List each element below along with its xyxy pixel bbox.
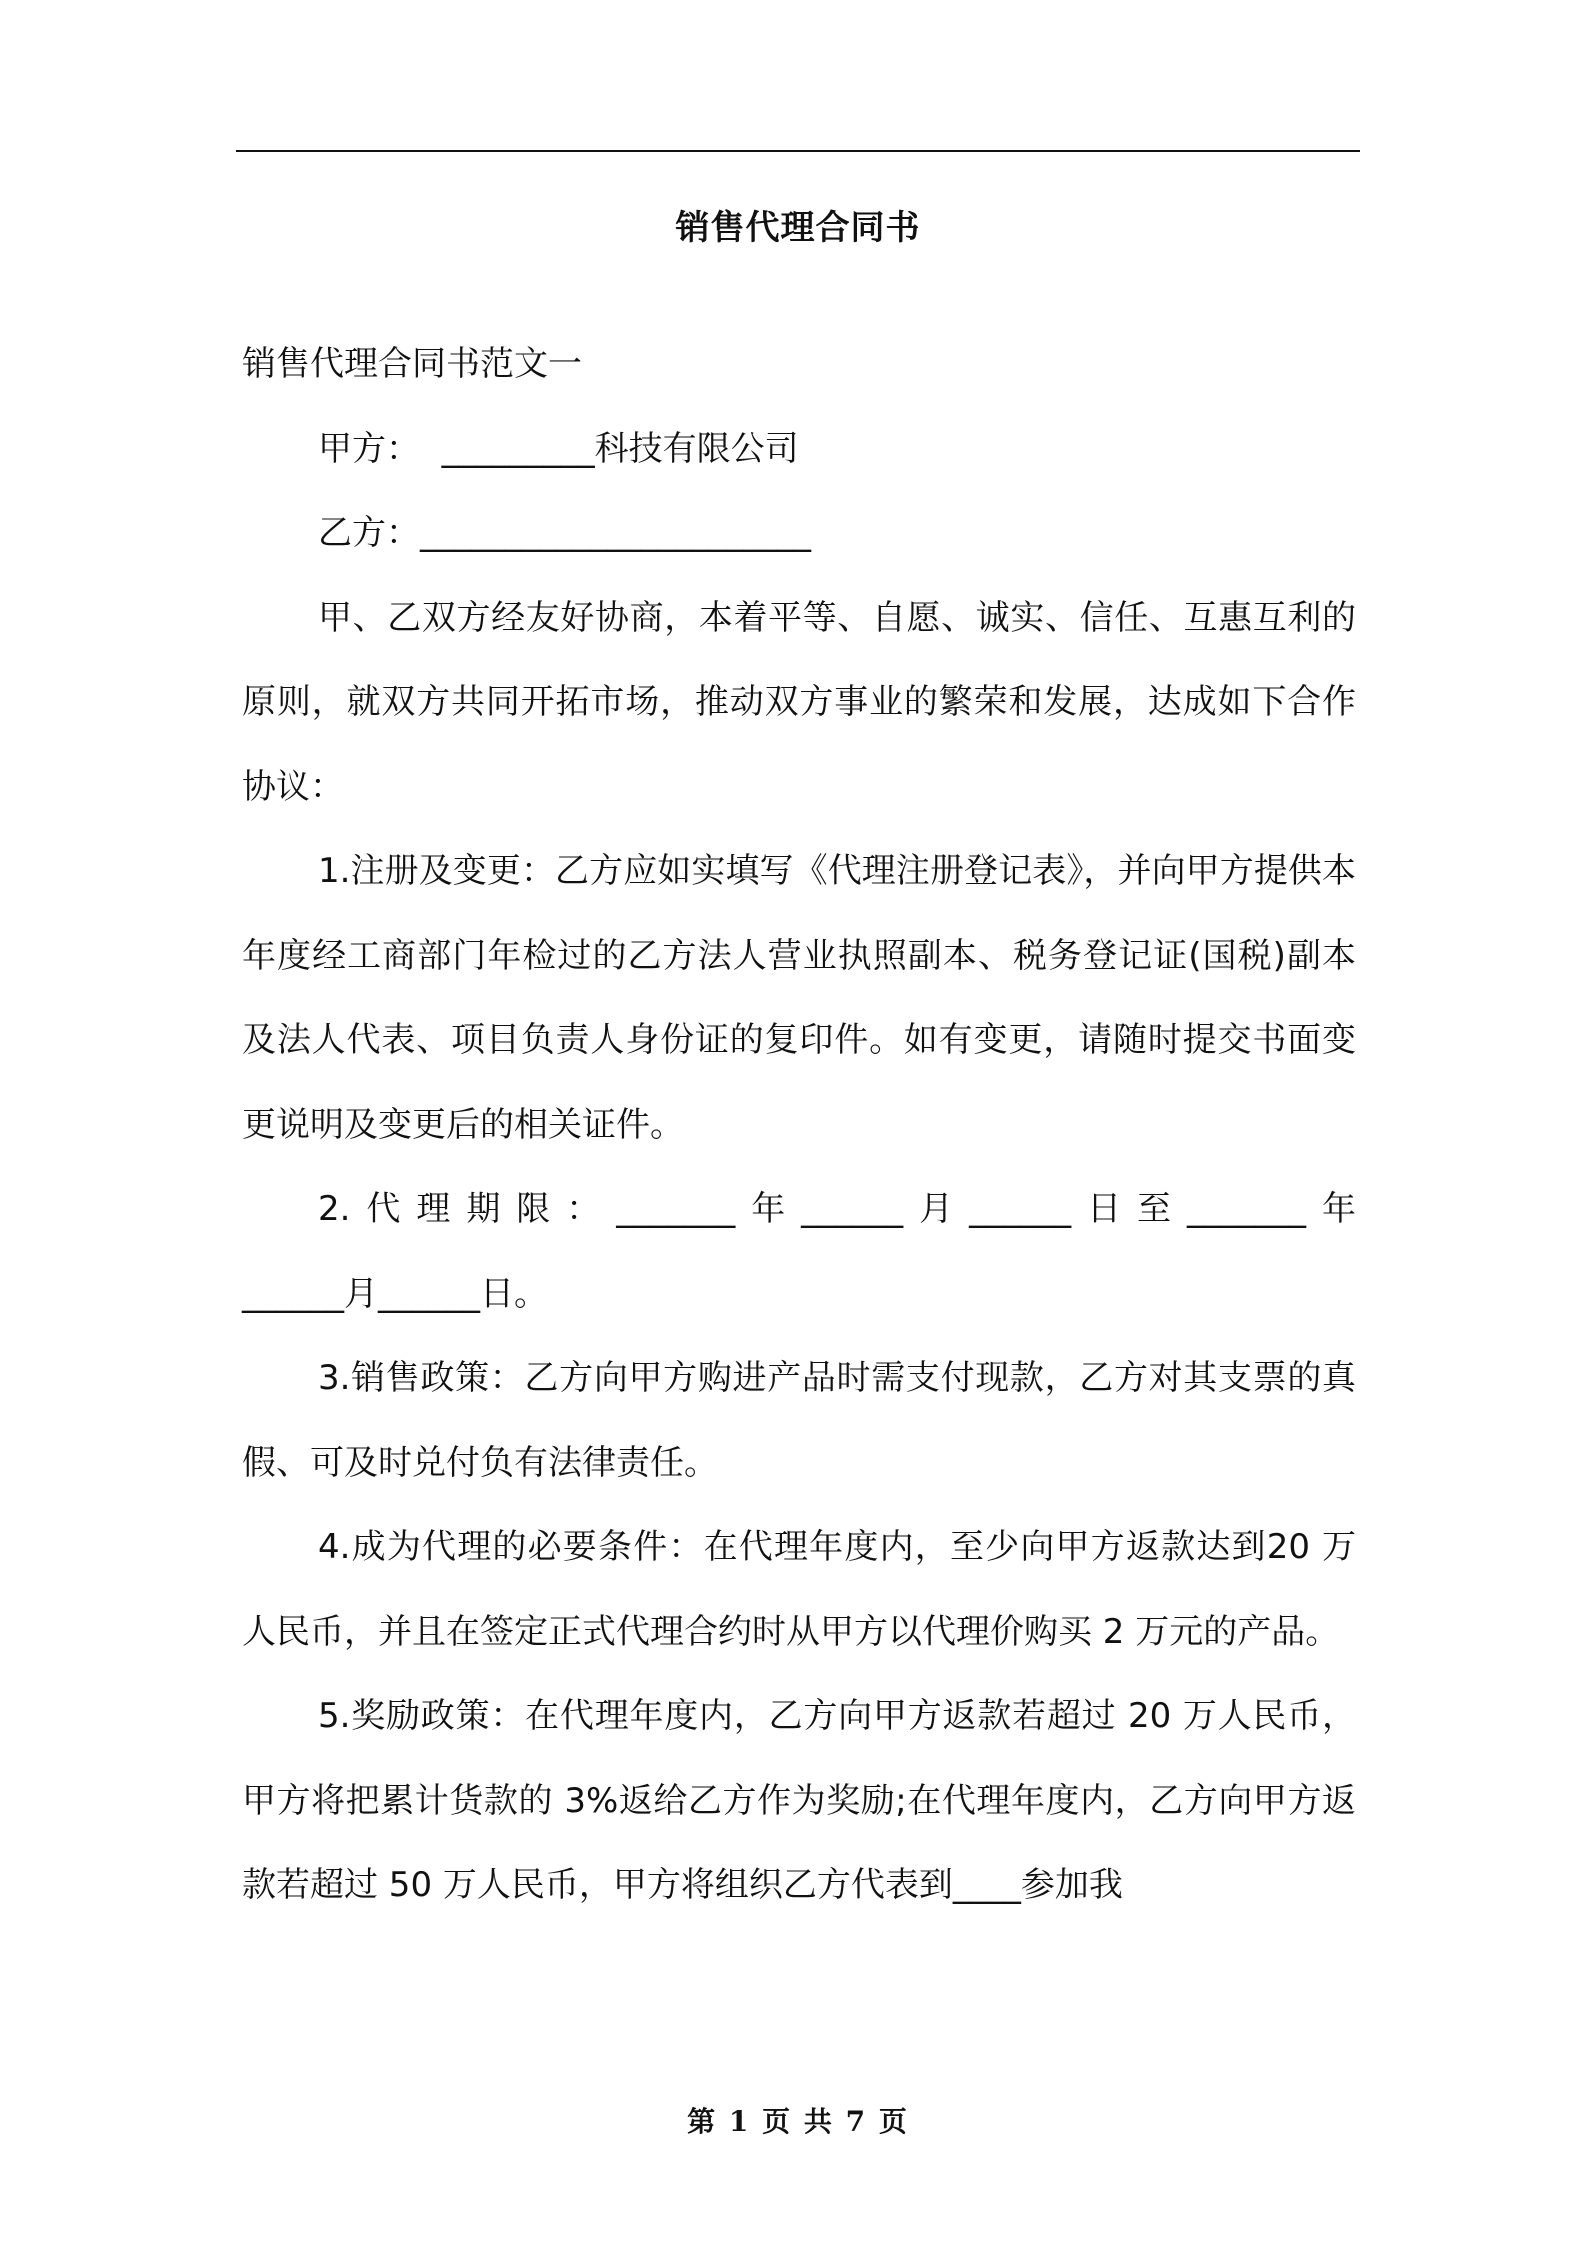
clause-4-paragraph: 4.成为代理的必要条件：在代理年度内，至少向甲方返款达到20 万人民币，并且在签定正式代理合约时从甲方以代理价购买 2 万元的产品。 <box>242 1527 1356 1652</box>
clause-5-paragraph: 5.奖励政策：在代理年度内，乙方向甲方返款若超过 20 万人民币，甲方将把累计货款的 3%返给乙方作为奖励;在代理年度内，乙方向甲方返款若超过 50 万人民币，甲方将组织乙方代表到____参加我 <box>242 1696 1356 1905</box>
header-rule <box>236 150 1360 152</box>
clause-3-paragraph: 3.销售政策：乙方向甲方购进产品时需支付现款，乙方对其支票的真假、可及时兑付负有法律责任。 <box>242 1358 1356 1483</box>
subtitle: 销售代理合同书范文一 <box>242 344 582 384</box>
clause-2-line-1: 2.代理期限：_______年______月______日至_______年 <box>318 1189 1356 1229</box>
intro-paragraph: 甲、乙双方经友好协商，本着平等、自愿、诚实、信任、互惠互利的原则，就双方共同开拓市场，推动双方事业的繁荣和发展，达成如下合作协议： <box>242 597 1356 807</box>
document-body <box>242 322 1356 1928</box>
document-title: 销售代理合同书 <box>675 208 921 248</box>
page-indicator: 第 1 页 共 7 页 <box>687 2105 909 2138</box>
clause-2-line-2: ______月______日。 <box>242 1273 548 1314</box>
clause-1-paragraph: 1.注册及变更：乙方应如实填写《代理注册登记表》，并向甲方提供本年度经工商部门年检过的乙方法人营业执照副本、税务登记证(国税)副本及法人代表、项目负责人身份证的复印件。如有变更，请随时提交书面变更说明及变更后的相关证件。 <box>242 851 1356 1145</box>
party-b-line: 乙方：_______________________ <box>318 513 811 553</box>
party-a-line: 甲方： _________科技有限公司 <box>318 428 799 469</box>
